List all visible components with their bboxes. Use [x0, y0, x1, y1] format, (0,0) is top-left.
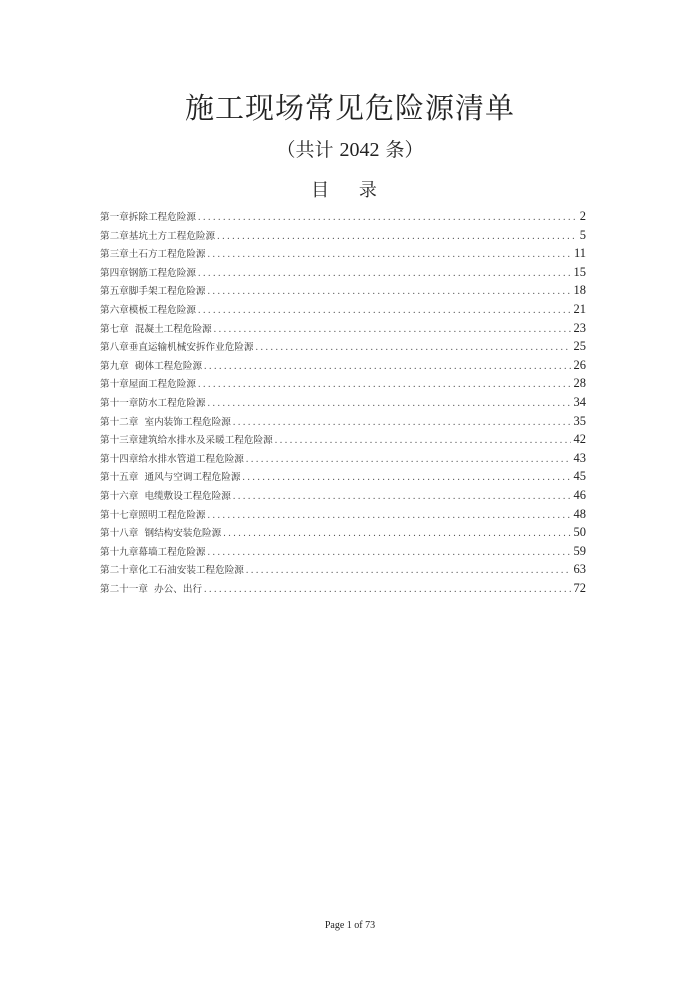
document-title: 施工现场常见危险源清单	[184, 91, 515, 125]
toc-leader-dots	[208, 507, 571, 526]
toc-leader-dots	[208, 283, 571, 302]
toc-entry-page: 15	[573, 264, 586, 279]
toc-entry-page: 11	[573, 246, 586, 261]
toc-entry-page: 48	[573, 506, 586, 521]
toc-entry-page: 35	[573, 413, 586, 428]
toc-entry-page: 18	[573, 283, 586, 298]
toc-entry[interactable]	[100, 412, 586, 431]
toc-entry[interactable]	[100, 319, 586, 338]
toc-leader-dots	[208, 246, 571, 265]
subtitle-prefix: （共计	[276, 139, 340, 161]
toc-entry-label: 第二十章化工石油安装工程危险源	[100, 565, 244, 577]
toc-entry-label: 第三章土石方工程危险源	[100, 249, 206, 261]
toc-entry[interactable]	[100, 263, 586, 282]
toc-leader-dots	[204, 358, 570, 377]
toc-leader-dots	[208, 395, 571, 414]
toc-entry[interactable]	[100, 579, 586, 598]
toc-entry-page: 72	[573, 580, 586, 595]
toc-entry[interactable]	[100, 393, 586, 412]
toc-entry[interactable]	[100, 300, 586, 319]
toc-leader-dots	[198, 265, 571, 284]
toc-entry-page: 34	[573, 394, 586, 409]
toc-leader-dots	[275, 432, 571, 451]
toc-entry-label: 第十六章 电缆敷设工程危险源	[100, 490, 231, 502]
toc-entry[interactable]	[100, 207, 586, 226]
toc-entry[interactable]	[100, 467, 586, 486]
toc-entry-page: 26	[573, 357, 586, 372]
toc-entry-page: 43	[573, 450, 586, 465]
toc-entry-page: 25	[573, 339, 586, 354]
toc-entry-label: 第十四章给水排水管道工程危险源	[100, 453, 244, 465]
toc-entry[interactable]	[100, 449, 586, 468]
toc-entry[interactable]	[100, 560, 586, 579]
toc-entry-page: 21	[573, 301, 586, 316]
toc-entry[interactable]	[100, 356, 586, 375]
toc-entry-label: 第五章脚手架工程危险源	[100, 286, 206, 298]
toc-leader-dots	[217, 228, 577, 247]
toc-entry[interactable]	[100, 281, 586, 300]
toc-entry-page: 5	[579, 227, 586, 242]
toc-leader-dots	[256, 339, 571, 358]
toc-heading: 目 录	[311, 180, 389, 201]
toc-leader-dots	[204, 581, 570, 600]
toc-entry-page: 63	[573, 562, 586, 577]
toc-entry-page: 50	[573, 525, 586, 540]
toc-entry-page: 46	[573, 487, 586, 502]
toc-entry-label: 第十七章照明工程危险源	[100, 509, 206, 521]
toc-entry-label: 第十八章 钢结构安装危险源	[100, 528, 222, 540]
toc-entry[interactable]	[100, 337, 586, 356]
toc-entry[interactable]	[100, 505, 586, 524]
toc-entry-label: 第十一章防水工程危险源	[100, 397, 206, 409]
toc-leader-dots	[198, 302, 571, 321]
toc-entry-label: 第十三章建筑给水排水及采暖工程危险源	[100, 435, 273, 447]
toc-entry-label: 第六章模板工程危险源	[100, 304, 196, 316]
toc-entry-label: 第二十一章 办公、出行	[100, 583, 203, 595]
document-subtitle	[0, 135, 700, 162]
toc-entry-page: 45	[573, 469, 586, 484]
toc-entry-label: 第一章拆除工程危险源	[100, 212, 196, 223]
toc-leader-dots	[246, 451, 571, 470]
toc-entry[interactable]	[100, 523, 586, 542]
toc-entry[interactable]	[100, 226, 586, 245]
toc-leader-dots	[223, 525, 570, 544]
toc-leader-dots	[233, 488, 571, 507]
page-indicator: Page 1 of 73	[324, 920, 376, 931]
toc-entry[interactable]	[100, 430, 586, 449]
toc-entry-page: 42	[573, 432, 586, 447]
toc-entry[interactable]	[100, 244, 586, 263]
toc-entry-label: 第十章屋面工程危险源	[100, 379, 196, 391]
toc-entry-label: 第八章垂直运输机械安拆作业危险源	[100, 342, 254, 354]
toc-leader-dots	[242, 469, 570, 488]
toc-entry-label: 第十九章幕墙工程危险源	[100, 546, 206, 558]
toc-entry-label: 第四章钢筋工程危险源	[100, 267, 196, 279]
toc-entry[interactable]	[100, 486, 586, 505]
toc-entry-label: 第十五章 通风与空调工程危险源	[100, 472, 241, 484]
toc-entry-page: 2	[579, 209, 586, 223]
toc-leader-dots	[214, 321, 571, 340]
toc-entry-page: 59	[573, 543, 586, 558]
toc-entry-page: 28	[573, 376, 586, 391]
table-of-contents	[100, 207, 586, 597]
toc-entry-page: 23	[573, 320, 586, 335]
toc-entry-label: 第九章 砌体工程危险源	[100, 360, 203, 372]
toc-leader-dots	[198, 209, 577, 228]
toc-leader-dots	[198, 376, 571, 395]
hazard-count: 2042	[339, 139, 380, 161]
toc-entry-label: 第十二章 室内装饰工程危险源	[100, 416, 231, 428]
toc-entry[interactable]	[100, 542, 586, 561]
toc-leader-dots	[233, 414, 571, 433]
toc-entry-label: 第二章基坑土方工程危险源	[100, 230, 216, 242]
toc-entry-label: 第七章 混凝土工程危险源	[100, 323, 212, 335]
subtitle-suffix: 条）	[379, 139, 424, 161]
toc-leader-dots	[208, 544, 571, 563]
toc-entry[interactable]	[100, 374, 586, 393]
toc-leader-dots	[246, 562, 571, 581]
